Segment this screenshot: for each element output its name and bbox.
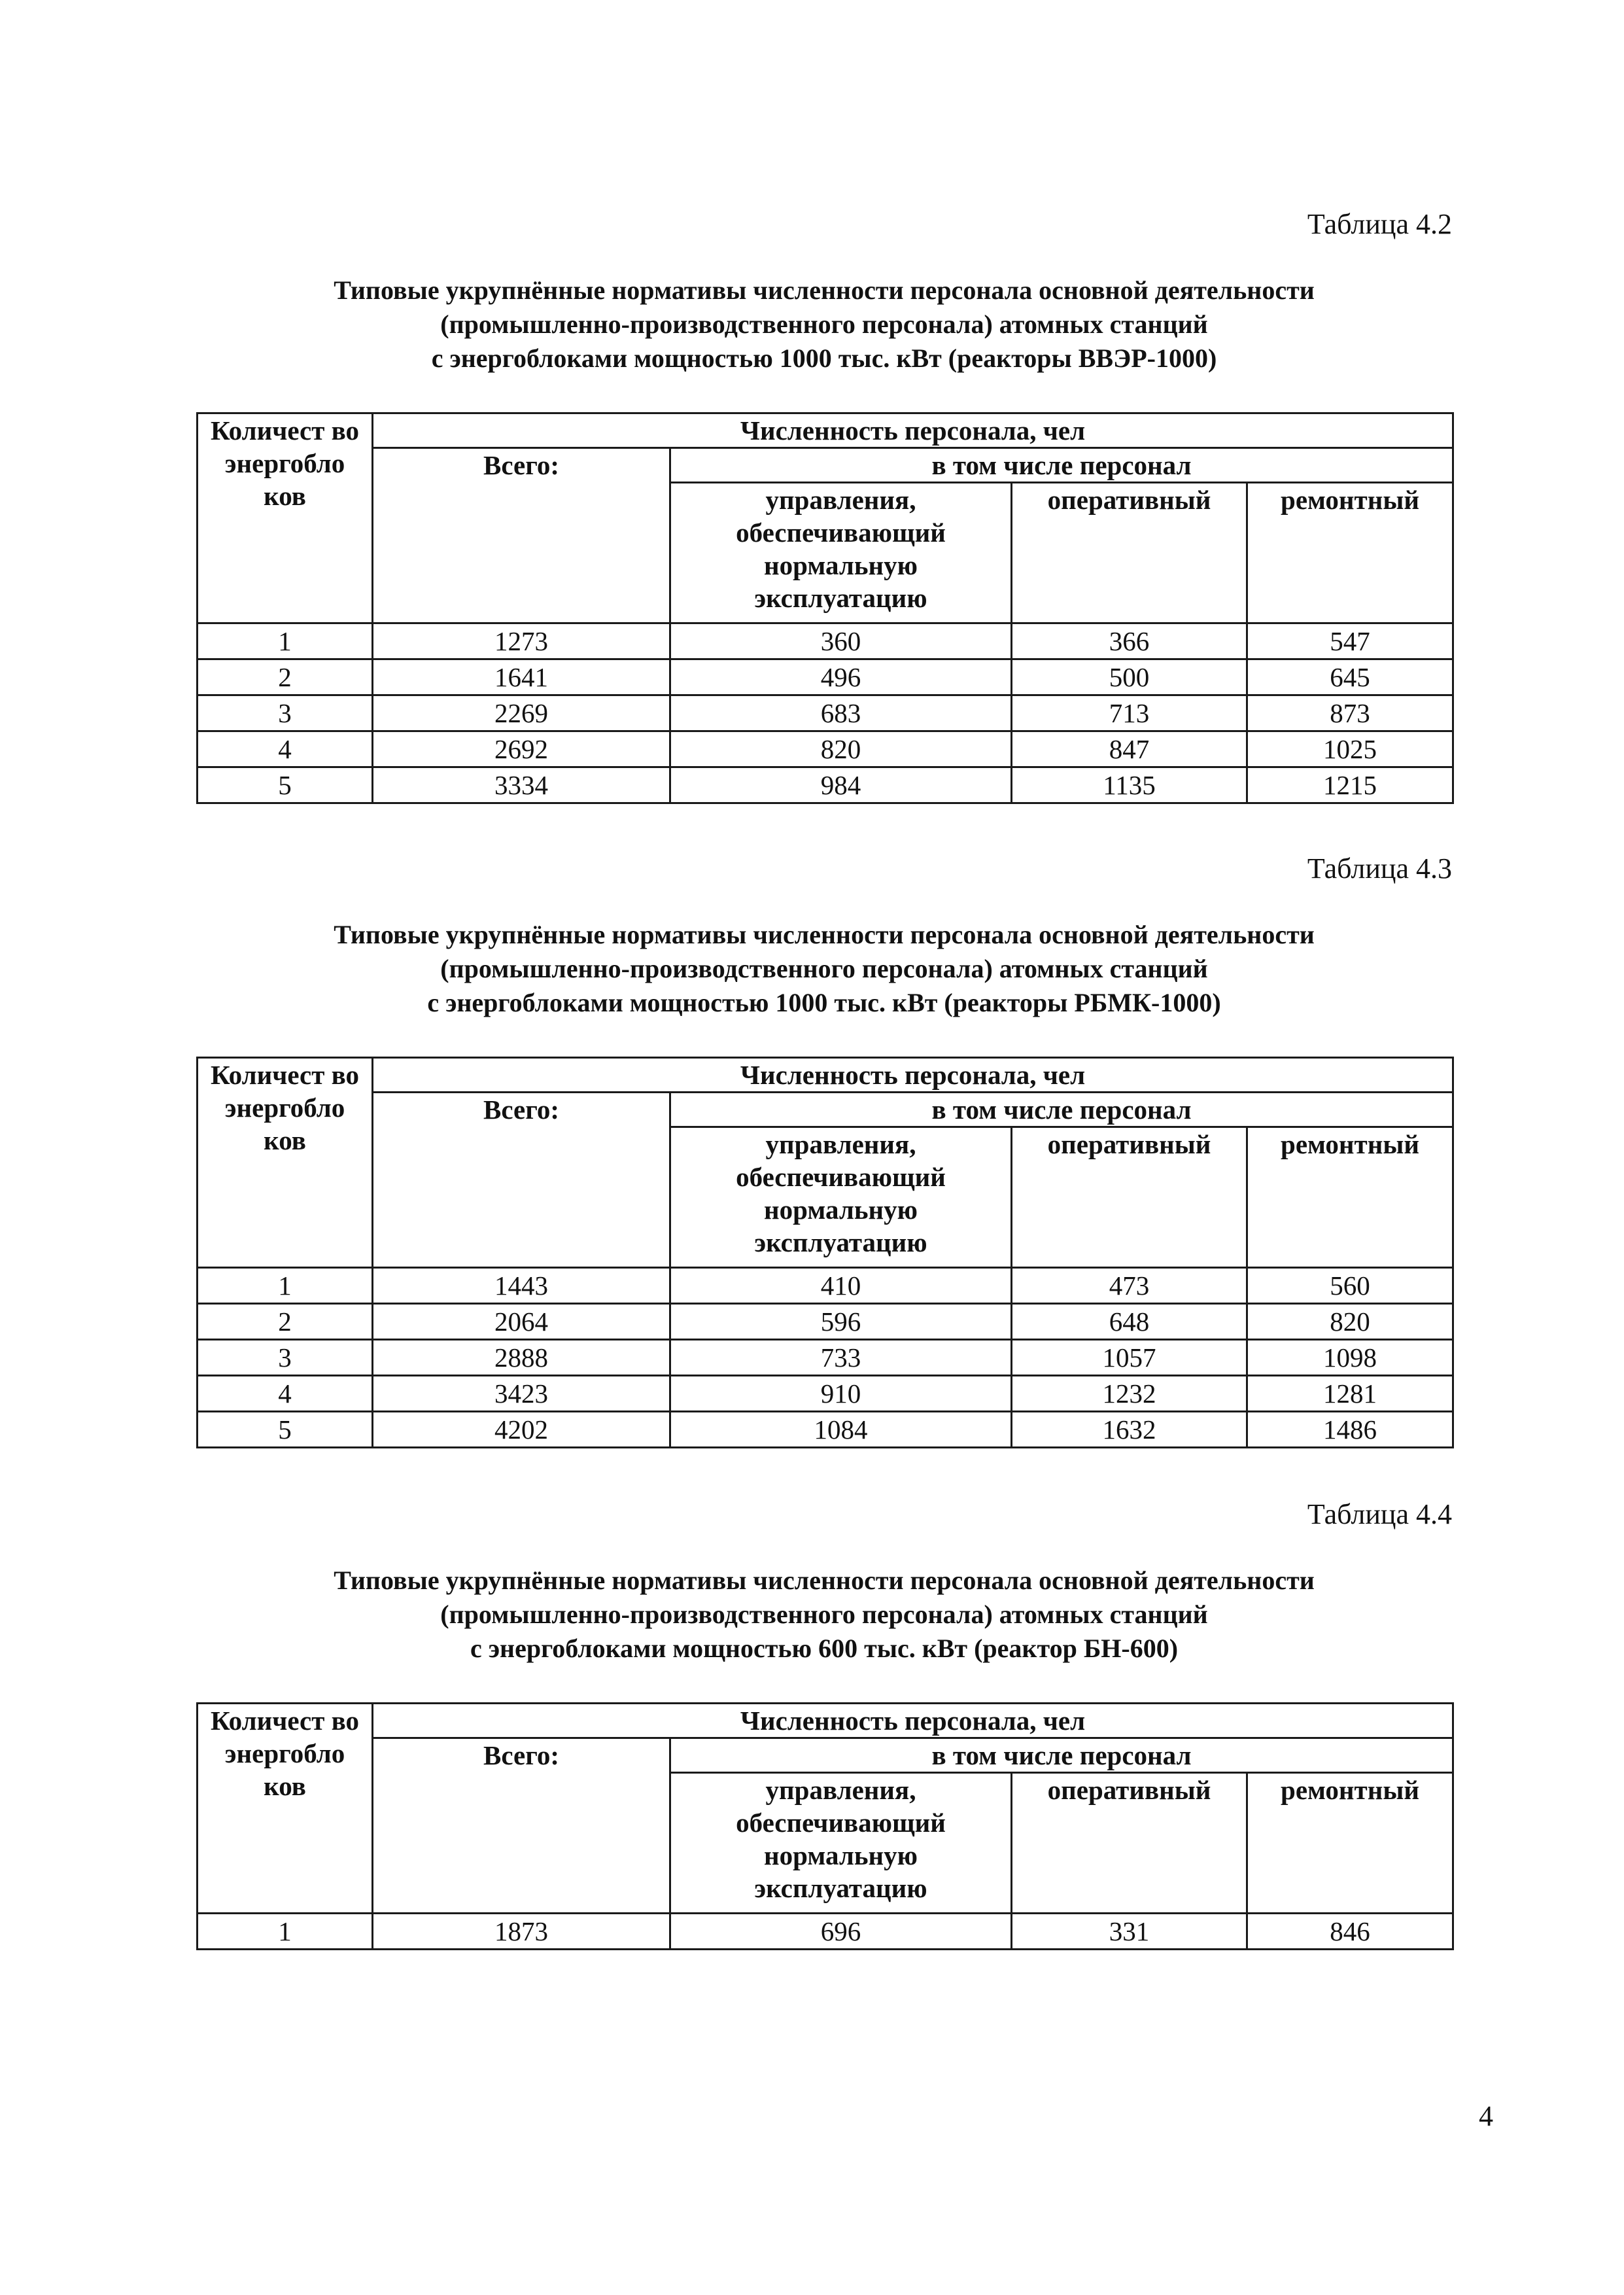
cell-units: 1 [198, 1268, 373, 1304]
table-row [198, 1340, 1453, 1376]
table-title-line: Типовые укрупнённые нормативы численности персонала основной деятельности [334, 1566, 1315, 1595]
cell-total: 2888 [373, 1340, 670, 1376]
header-repair: ремонтный [1247, 1127, 1453, 1268]
cell-total: 2692 [373, 731, 670, 767]
table-row [198, 1268, 1453, 1304]
cell-operational: 366 [1012, 623, 1247, 659]
cell-repair: 1098 [1247, 1340, 1453, 1376]
cell-units: 3 [198, 695, 373, 731]
table-title-line: Типовые укрупнённые нормативы численности персонала основной деятельности [334, 275, 1315, 305]
cell-repair: 1486 [1247, 1412, 1453, 1448]
cell-management: 733 [670, 1340, 1012, 1376]
header-repair: ремонтный [1247, 483, 1453, 623]
cell-repair: 547 [1247, 623, 1453, 659]
table-title [196, 273, 1452, 376]
cell-operational: 1232 [1012, 1376, 1247, 1412]
cell-units: 1 [198, 1914, 373, 1950]
cell-operational: 1057 [1012, 1340, 1247, 1376]
header-operational: оперативный [1012, 1127, 1247, 1268]
cell-management: 1084 [670, 1412, 1012, 1448]
cell-repair: 873 [1247, 695, 1453, 731]
cell-management: 360 [670, 623, 1012, 659]
cell-total: 4202 [373, 1412, 670, 1448]
staffing-table [196, 1057, 1454, 1448]
header-units-count: Количест во энергобло ков [198, 413, 373, 623]
header-units-count: Количест во энергобло ков [198, 1058, 373, 1268]
table-row [198, 1914, 1453, 1950]
header-total: Всего: [373, 448, 670, 623]
cell-management: 820 [670, 731, 1012, 767]
table-row [198, 767, 1453, 803]
cell-total: 3423 [373, 1376, 670, 1412]
cell-units: 1 [198, 623, 373, 659]
cell-total: 3334 [373, 767, 670, 803]
header-operational: оперативный [1012, 1773, 1247, 1914]
header-staff-count: Численность персонала, чел [373, 1704, 1453, 1738]
header-units-count: Количест во энергобло ков [198, 1704, 373, 1914]
header-total: Всего: [373, 1738, 670, 1914]
table-section-4-3 [196, 852, 1452, 1448]
cell-units: 3 [198, 1340, 373, 1376]
table-row [198, 731, 1453, 767]
header-including-staff: в том числе персонал [670, 1738, 1453, 1773]
cell-operational: 1135 [1012, 767, 1247, 803]
table-title-line: с энергоблоками мощностью 1000 тыс. кВт (реакторы РБМК-1000) [427, 988, 1221, 1017]
cell-total: 2269 [373, 695, 670, 731]
table-section-4-4 [196, 1498, 1452, 1950]
table-number-label: Таблица 4.4 [1307, 1498, 1452, 1530]
cell-repair: 1281 [1247, 1376, 1453, 1412]
header-including-staff: в том числе персонал [670, 1093, 1453, 1127]
header-staff-count: Численность персонала, чел [373, 413, 1453, 448]
table-title-line: (промышленно-производственного персонала) атомных станций [440, 954, 1208, 983]
cell-repair: 560 [1247, 1268, 1453, 1304]
header-operational: оперативный [1012, 483, 1247, 623]
cell-management: 696 [670, 1914, 1012, 1950]
table-row [198, 695, 1453, 731]
table-number-label: Таблица 4.3 [1307, 852, 1452, 885]
table-title-line: с энергоблоками мощностью 1000 тыс. кВт (реакторы ВВЭР-1000) [431, 343, 1217, 373]
cell-total: 1443 [373, 1268, 670, 1304]
table-row [198, 1412, 1453, 1448]
cell-management: 683 [670, 695, 1012, 731]
cell-operational: 331 [1012, 1914, 1247, 1950]
cell-repair: 645 [1247, 659, 1453, 695]
cell-management: 596 [670, 1304, 1012, 1340]
cell-total: 1641 [373, 659, 670, 695]
cell-operational: 847 [1012, 731, 1247, 767]
cell-units: 4 [198, 1376, 373, 1412]
cell-management: 496 [670, 659, 1012, 695]
cell-repair: 820 [1247, 1304, 1453, 1340]
cell-repair: 1025 [1247, 731, 1453, 767]
cell-operational: 473 [1012, 1268, 1247, 1304]
header-total: Всего: [373, 1093, 670, 1268]
table-row [198, 1304, 1453, 1340]
cell-operational: 648 [1012, 1304, 1247, 1340]
cell-units: 2 [198, 659, 373, 695]
table-title-line: Типовые укрупнённые нормативы численности персонала основной деятельности [334, 920, 1315, 949]
header-including-staff: в том числе персонал [670, 448, 1453, 483]
header-management: управления, обеспечивающий нормальную эксплуатацию [670, 483, 1012, 623]
header-staff-count: Численность персонала, чел [373, 1058, 1453, 1093]
header-management: управления, обеспечивающий нормальную эксплуатацию [670, 1773, 1012, 1914]
cell-management: 410 [670, 1268, 1012, 1304]
staffing-table [196, 1702, 1454, 1950]
cell-units: 5 [198, 767, 373, 803]
page-number: 4 [1479, 2100, 1493, 2132]
table-section-4-2 [196, 208, 1452, 804]
table-row [198, 623, 1453, 659]
cell-operational: 500 [1012, 659, 1247, 695]
staffing-table [196, 412, 1454, 804]
cell-management: 910 [670, 1376, 1012, 1412]
table-row [198, 659, 1453, 695]
table-title [196, 918, 1452, 1020]
cell-repair: 1215 [1247, 767, 1453, 803]
cell-units: 5 [198, 1412, 373, 1448]
header-management: управления, обеспечивающий нормальную эксплуатацию [670, 1127, 1012, 1268]
table-number-label: Таблица 4.2 [1307, 208, 1452, 240]
cell-operational: 1632 [1012, 1412, 1247, 1448]
table-title-line: с энергоблоками мощностью 600 тыс. кВт (реактор БН-600) [470, 1634, 1179, 1663]
cell-total: 1873 [373, 1914, 670, 1950]
table-title-line: (промышленно-производственного персонала) атомных станций [440, 1600, 1208, 1629]
header-repair: ремонтный [1247, 1773, 1453, 1914]
table-title-line: (промышленно-производственного персонала) атомных станций [440, 309, 1208, 339]
cell-total: 2064 [373, 1304, 670, 1340]
cell-repair: 846 [1247, 1914, 1453, 1950]
cell-management: 984 [670, 767, 1012, 803]
cell-units: 2 [198, 1304, 373, 1340]
cell-total: 1273 [373, 623, 670, 659]
cell-operational: 713 [1012, 695, 1247, 731]
table-row [198, 1376, 1453, 1412]
table-title [196, 1564, 1452, 1666]
cell-units: 4 [198, 731, 373, 767]
